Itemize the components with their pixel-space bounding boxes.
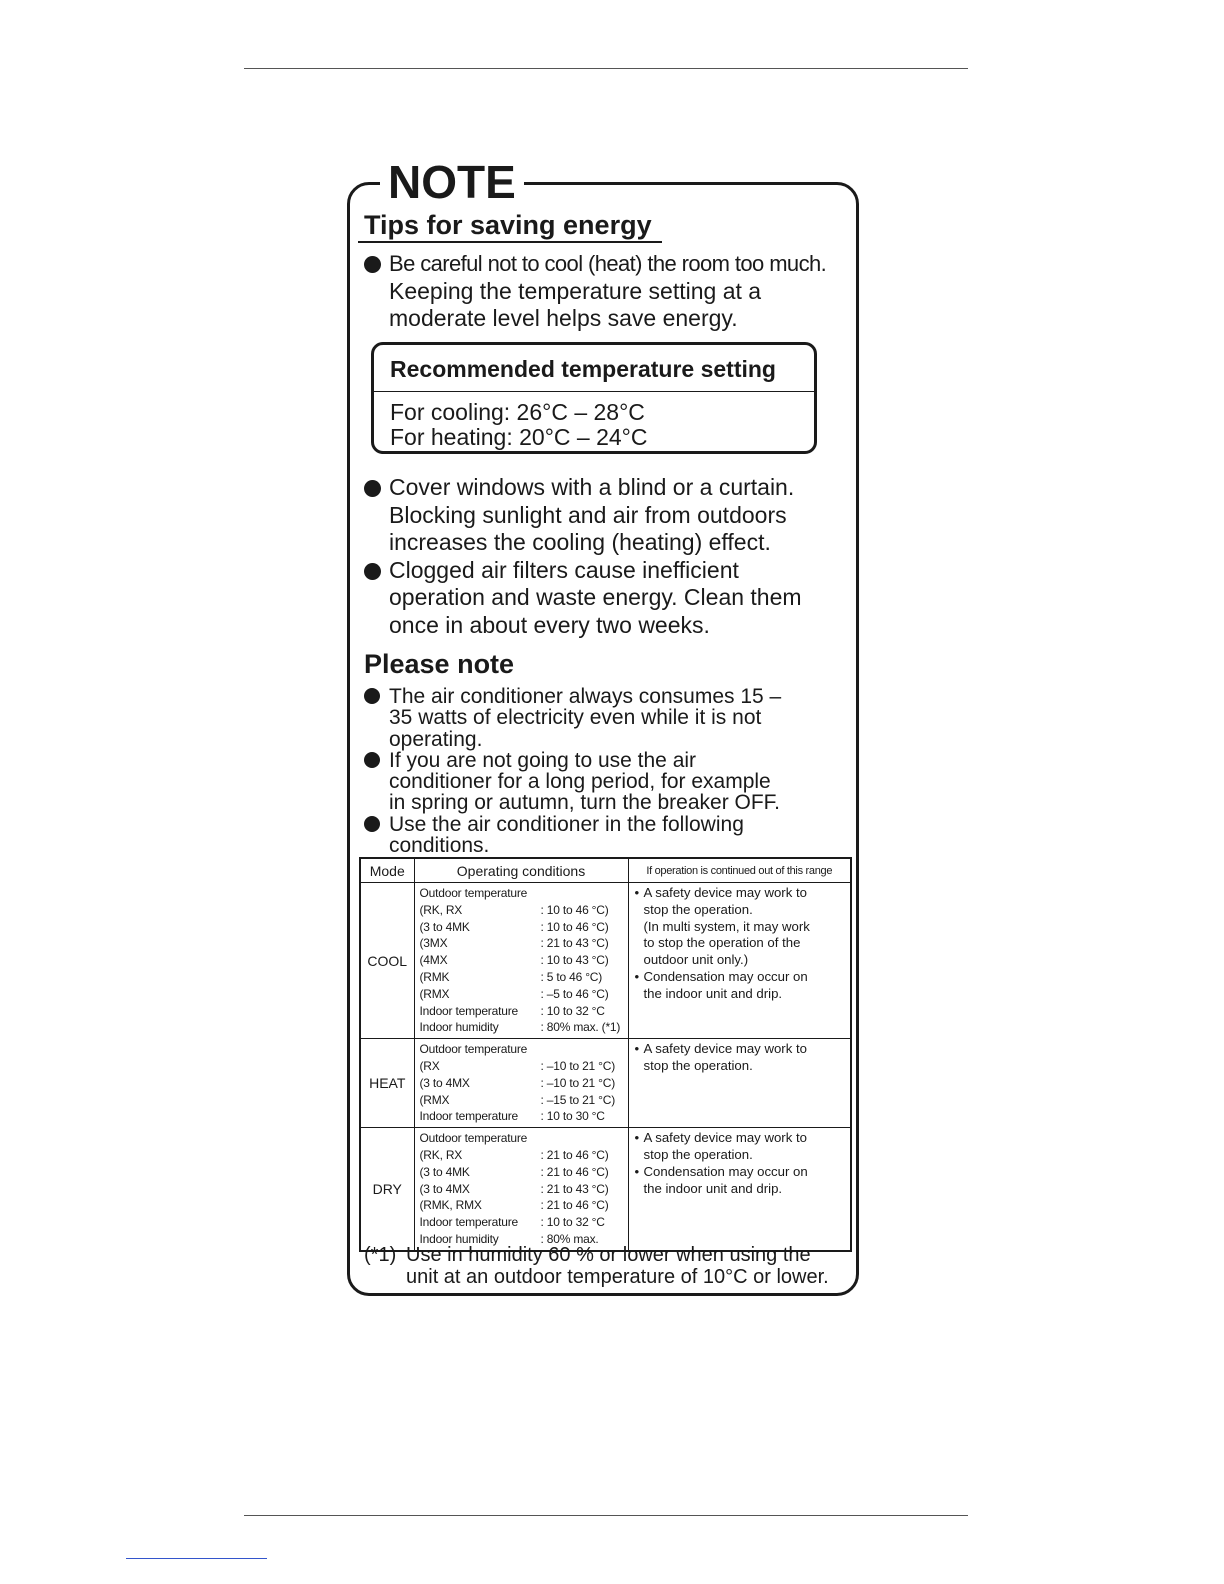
note-line	[635, 1181, 847, 1198]
condition-line	[420, 902, 628, 919]
condition-key: Outdoor temperature	[419, 1131, 528, 1146]
note-line: • Condensation may occur on	[634, 968, 808, 984]
list-item	[362, 686, 858, 750]
bullet-line: operating.	[389, 727, 483, 751]
please-note-list	[362, 686, 858, 856]
condition-key: (3 to 4MX	[419, 1075, 470, 1090]
condition-line	[420, 1058, 628, 1075]
note-line	[635, 919, 847, 936]
condition-key: (3 to 4MK	[419, 1164, 470, 1179]
conditions-cell	[414, 1128, 628, 1251]
heating-setting: For heating: 20°C – 24°C	[390, 424, 648, 450]
notes-cell	[628, 1128, 851, 1251]
please-note-heading: Please note	[364, 649, 515, 679]
operating-conditions-table	[359, 857, 852, 1252]
bullet-icon	[364, 688, 380, 704]
bullet-icon	[364, 752, 380, 768]
condition-line	[420, 969, 628, 986]
condition-key: (RK, RX	[419, 902, 463, 917]
notes-cell	[628, 1039, 851, 1128]
note-text: Condensation may occur on	[643, 968, 808, 984]
footnote	[364, 1245, 856, 1288]
footnote-marker: (*1)	[364, 1244, 397, 1266]
mode-cell: DRY	[360, 1128, 414, 1251]
cooling-setting: For cooling: 26°C – 28°C	[390, 399, 645, 425]
footnote-line: unit at an outdoor temperature of 10°C or lower.	[406, 1265, 829, 1288]
condition-value: : 10 to 46 °C)	[540, 919, 609, 934]
bullet-line: operation and waste energy. Clean them	[389, 584, 802, 610]
conditions-cell	[414, 1039, 628, 1128]
bullet-icon	[364, 256, 381, 273]
bullet-line: conditioner for a long period, for example	[389, 770, 771, 794]
bullet-line: The air conditioner always consumes 15 –	[389, 685, 782, 708]
condition-value: : 80% max. (*1)	[540, 1020, 621, 1035]
condition-value: : 21 to 43 °C)	[540, 1181, 609, 1196]
tips-bullet-list-1	[362, 250, 858, 333]
condition-line	[420, 1214, 628, 1231]
bullet-line: Keeping the temperature setting at a	[389, 277, 762, 304]
bullet-line: Blocking sunlight and air from outdoors	[389, 501, 787, 528]
table-row	[360, 1039, 851, 1128]
link-underline[interactable]	[126, 1558, 267, 1559]
tips-heading: Tips for saving energy	[364, 210, 652, 240]
note-text: the indoor unit and drip.	[643, 985, 783, 1001]
note-text: outdoor unit only.)	[643, 952, 749, 968]
bullet-line: If you are not going to use the air	[389, 748, 697, 772]
bullet-line: once in about every two weeks.	[389, 611, 710, 638]
condition-key: Outdoor temperature	[419, 1042, 528, 1057]
table-row	[360, 1128, 851, 1251]
condition-line	[420, 952, 628, 969]
condition-key: Indoor humidity	[419, 1020, 499, 1035]
condition-value: : 21 to 46 °C)	[540, 1147, 609, 1162]
condition-value: : 5 to 46 °C)	[540, 969, 603, 984]
condition-line	[420, 1003, 628, 1020]
condition-value: : 21 to 46 °C)	[540, 1198, 609, 1213]
bullet-line: 35 watts of electricity even while it is not	[389, 706, 762, 730]
note-text: stop the operation.	[643, 1057, 753, 1073]
note-line: • A safety device may work to	[634, 885, 807, 900]
bullet-line: increases the cooling (heating) effect.	[389, 529, 771, 555]
note-line: • A safety device may work to	[634, 1130, 807, 1146]
condition-line	[420, 1164, 628, 1181]
condition-line	[420, 935, 628, 952]
note-text: stop the operation.	[643, 1146, 753, 1162]
condition-line	[420, 1019, 628, 1036]
table-header-row	[360, 858, 851, 883]
note-text: A safety device may work to	[643, 885, 807, 900]
list-item	[362, 750, 858, 814]
condition-value: : 21 to 46 °C)	[540, 1164, 609, 1179]
condition-key: (RMX	[419, 1092, 450, 1107]
condition-key: Indoor humidity	[419, 1231, 499, 1246]
condition-line	[420, 1147, 628, 1164]
bullet-icon	[364, 816, 380, 832]
condition-key: (3MX	[419, 936, 448, 951]
condition-key: Indoor temperature	[419, 1003, 518, 1018]
condition-line	[420, 1041, 628, 1058]
mode-cell: COOL	[360, 883, 414, 1039]
bullet-line: Cover windows with a blind or a curtain.	[389, 474, 795, 500]
bullet-icon	[364, 563, 381, 580]
condition-line	[420, 1130, 628, 1147]
condition-key: (RMK	[419, 969, 450, 984]
note-line	[635, 902, 847, 919]
note-text: (In multi system, it may work	[643, 918, 810, 934]
condition-key: (RX	[419, 1058, 440, 1073]
note-line: • A safety device may work to	[634, 1041, 807, 1057]
recommended-temperature-box	[371, 342, 817, 454]
mode-cell: HEAT	[360, 1039, 414, 1128]
divider	[374, 391, 814, 392]
note-line	[635, 935, 847, 952]
condition-key: (4MX	[419, 953, 448, 968]
note-text: A safety device may work to	[643, 1130, 807, 1146]
condition-key: (RK, RX	[419, 1147, 463, 1162]
condition-value: : 10 to 32 °C	[540, 1215, 605, 1230]
bullet-icon	[364, 480, 381, 497]
conditions-cell	[414, 883, 628, 1039]
condition-line	[420, 1181, 628, 1198]
condition-key: Outdoor temperature	[419, 886, 528, 900]
condition-value: : 10 to 46 °C)	[540, 902, 609, 917]
note-line	[635, 1147, 847, 1164]
note-line	[635, 1058, 847, 1075]
note-text: the indoor unit and drip.	[643, 1180, 783, 1196]
condition-key: (3 to 4MX	[419, 1181, 470, 1196]
tips-bullet-list-2	[362, 474, 858, 639]
condition-line	[420, 1075, 628, 1092]
condition-key: (RMX	[419, 986, 450, 1001]
header-operating-conditions: Operating conditions	[414, 858, 628, 883]
bullet-line: conditions.	[389, 834, 490, 858]
condition-line	[420, 885, 628, 902]
note-line	[635, 986, 847, 1003]
condition-value: : –10 to 21 °C)	[540, 1058, 616, 1073]
bullet-line: Clogged air filters cause inefficient	[389, 556, 739, 583]
list-item	[362, 250, 858, 333]
condition-value: : –15 to 21 °C)	[540, 1092, 616, 1107]
tips-heading-underline	[358, 241, 662, 243]
condition-key: Indoor temperature	[419, 1109, 518, 1124]
note-line: • Condensation may occur on	[634, 1163, 808, 1179]
note-text: to stop the operation of the	[643, 935, 801, 951]
bullet-line: Be careful not to cool (heat) the room too much.	[389, 251, 827, 276]
notes-cell	[628, 883, 851, 1039]
footnote-line: Use in humidity 60 % or lower when using the	[406, 1244, 811, 1266]
table-row	[360, 883, 851, 1039]
list-item	[362, 557, 858, 640]
condition-value: : 10 to 43 °C)	[540, 953, 609, 968]
condition-value: : 10 to 30 °C	[540, 1109, 605, 1124]
note-text: A safety device may work to	[643, 1041, 807, 1057]
note-title: NOTE	[380, 156, 524, 208]
bullet-line: moderate level helps save energy.	[389, 305, 738, 331]
list-item	[362, 814, 858, 857]
condition-line	[420, 1197, 628, 1214]
list-item	[362, 474, 858, 557]
recommended-title: Recommended temperature setting	[390, 356, 776, 382]
condition-key: (RMK, RMX	[419, 1198, 482, 1213]
condition-value: : –10 to 21 °C)	[540, 1075, 616, 1090]
condition-key: (3 to 4MK	[419, 919, 470, 934]
condition-value: : 10 to 32 °C	[540, 1003, 605, 1018]
condition-value: : –5 to 46 °C)	[540, 986, 609, 1001]
condition-value: : 21 to 43 °C)	[540, 936, 609, 951]
note-text: Condensation may occur on	[643, 1163, 808, 1179]
note-text: stop the operation.	[643, 901, 753, 917]
condition-key: Indoor temperature	[419, 1215, 518, 1230]
bullet-line: Use the air conditioner in the following	[389, 812, 744, 836]
bottom-rule	[244, 1515, 968, 1516]
top-rule	[244, 68, 968, 69]
condition-line	[420, 986, 628, 1003]
condition-line	[420, 919, 628, 936]
header-mode: Mode	[360, 858, 414, 883]
header-out-of-range: If operation is continued out of this range	[628, 858, 851, 883]
condition-value: : 80% max.	[540, 1231, 599, 1246]
condition-line	[420, 1092, 628, 1109]
condition-line	[420, 1108, 628, 1125]
note-line	[635, 952, 847, 969]
bullet-line: in spring or autumn, turn the breaker OFF.	[389, 791, 781, 815]
